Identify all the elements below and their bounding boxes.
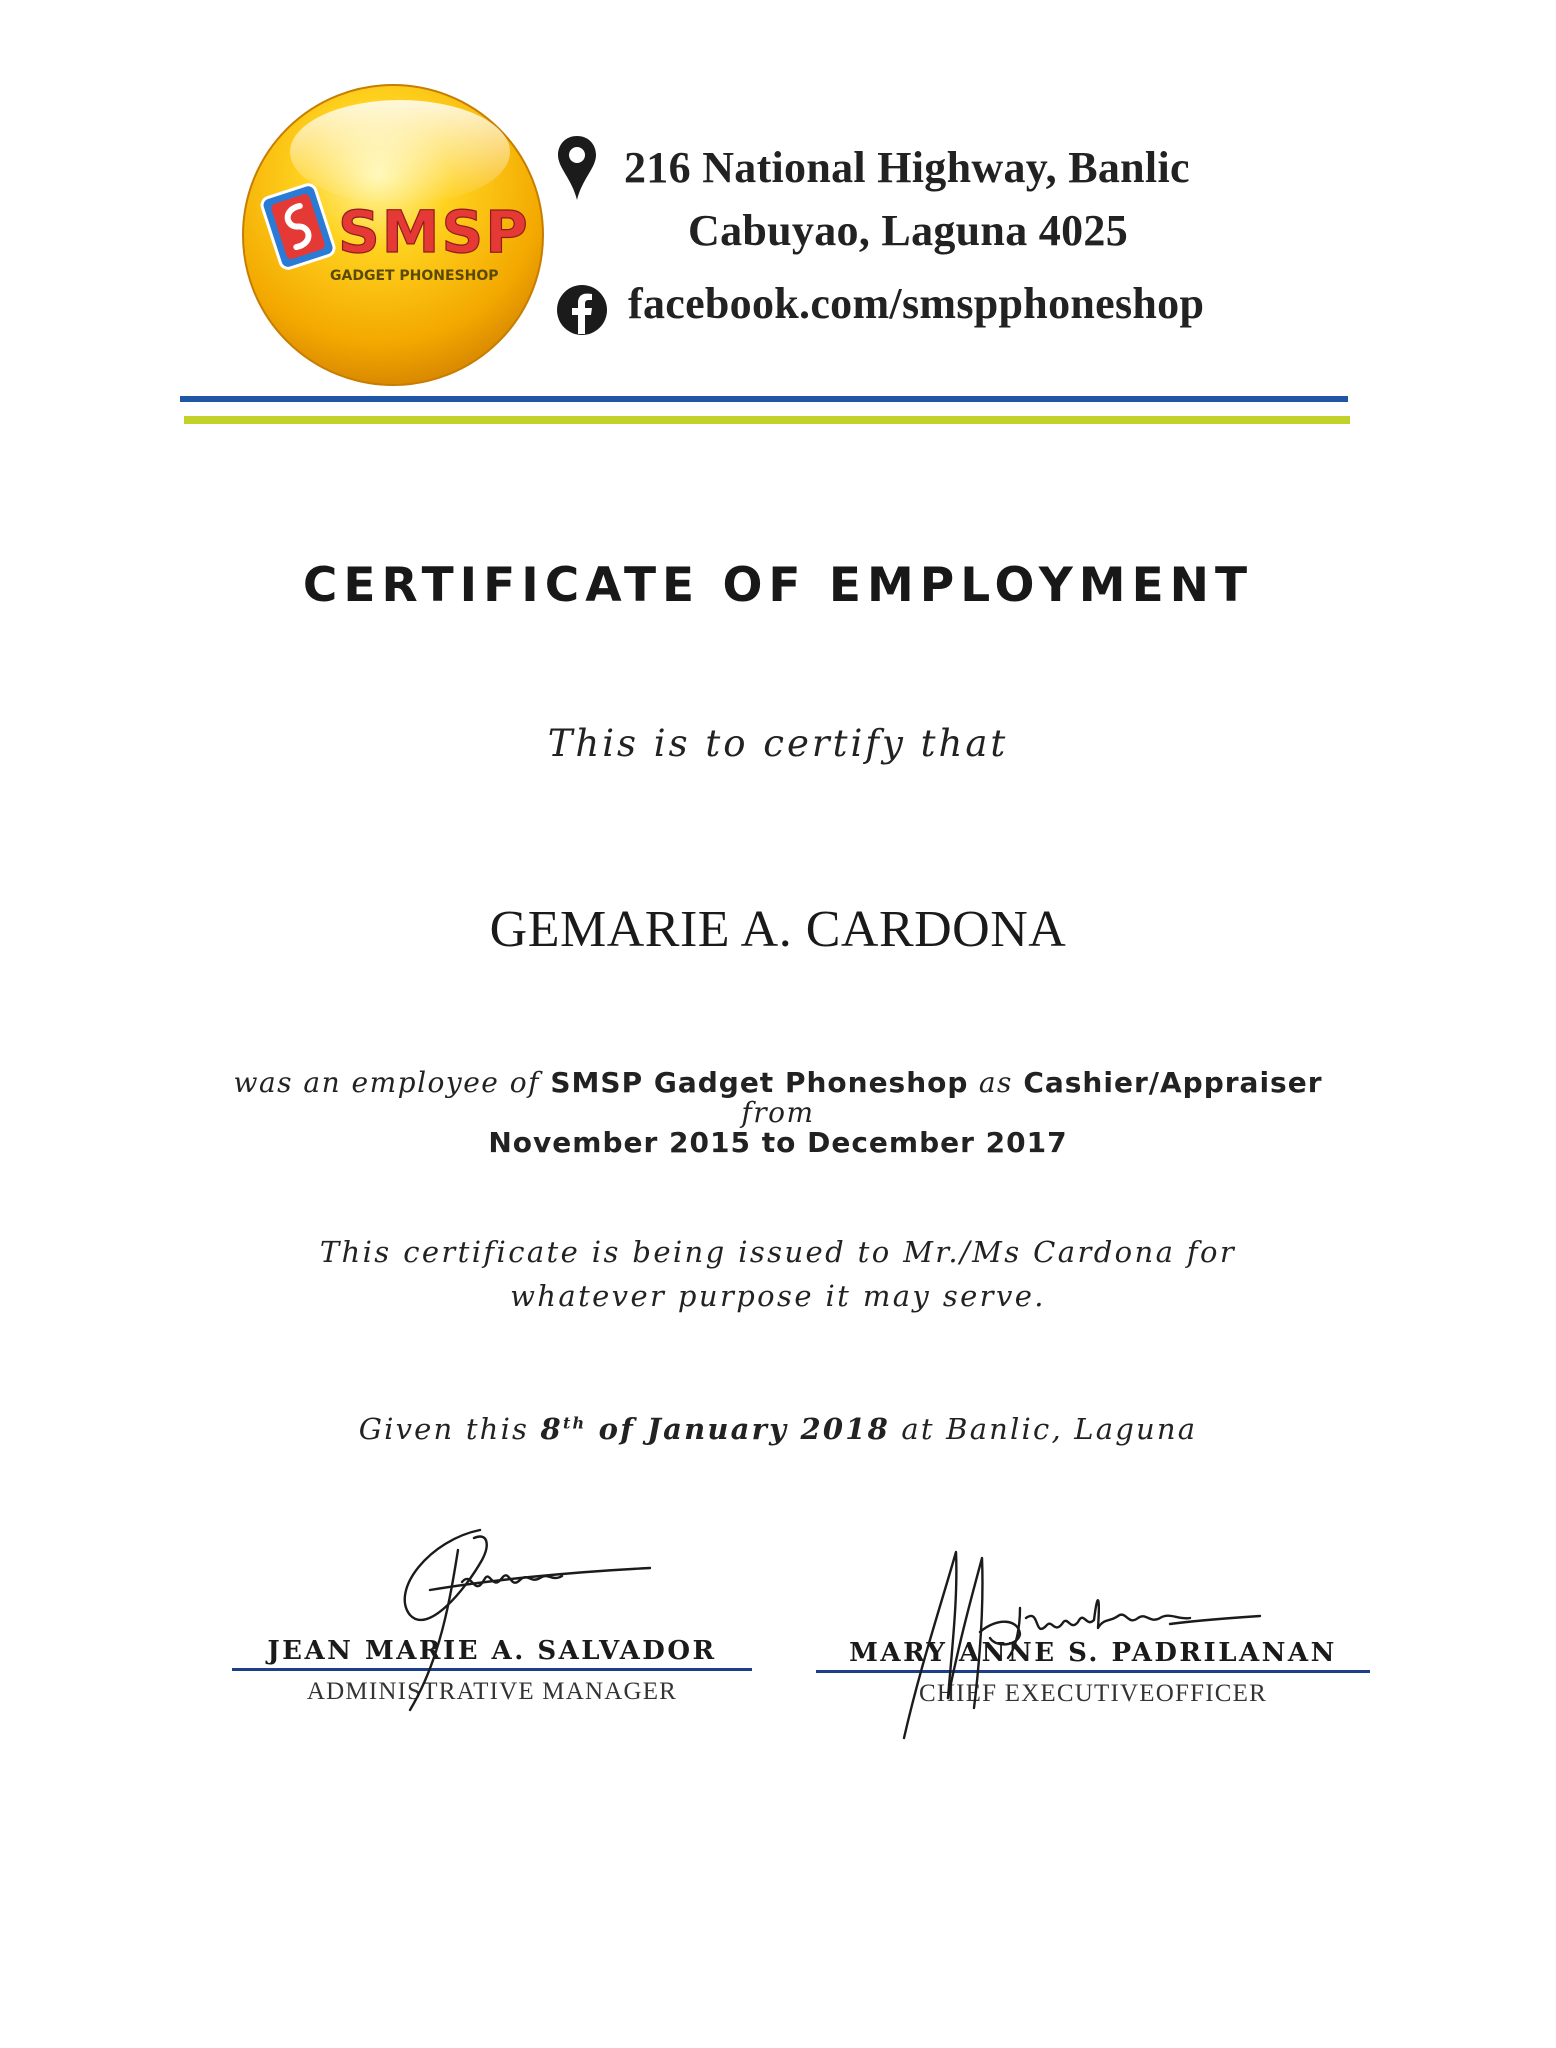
company-logo xyxy=(240,82,546,388)
signatory-1-title: ADMINISTRATIVE MANAGER xyxy=(306,1678,678,1705)
given-prefix: Given this xyxy=(358,1412,541,1446)
employment-period: November 2015 to December 2017 xyxy=(488,1126,1068,1159)
address-line-1: 216 National Highway, Banlic xyxy=(624,143,1190,192)
given-date-line xyxy=(0,1412,1556,1446)
employment-text-before: was an employee of xyxy=(233,1066,551,1099)
facebook-icon xyxy=(556,284,608,336)
address-line-2: Cabuyao, Laguna 4025 xyxy=(688,206,1129,255)
employment-text-from: from xyxy=(741,1096,815,1129)
given-place: at Banlic, Laguna xyxy=(890,1412,1198,1446)
facebook-link: facebook.com/smspphoneshop xyxy=(628,279,1205,328)
signatory-2-name: MARY ANNE S. PADRILANAN xyxy=(849,1638,1337,1668)
certify-intro: This is to certify that xyxy=(547,722,1009,765)
signatory-2-title: CHIEF EXECUTIVEOFFICER xyxy=(919,1680,1267,1707)
given-date: of January 2018 xyxy=(586,1412,890,1446)
location-pin-icon xyxy=(556,134,598,202)
certificate-title: CERTIFICATE OF EMPLOYMENT xyxy=(302,558,1254,613)
signatory-1-name: JEAN MARIE A. SALVADOR xyxy=(267,1636,717,1666)
logo-brand-text: SMSP xyxy=(338,198,530,266)
employment-text-as: as xyxy=(968,1066,1024,1099)
signature-2-handwriting xyxy=(900,1548,1280,1748)
header-rule-green xyxy=(184,416,1350,424)
purpose-statement: This certificate is being issued to Mr./Ms Cardona for whatever purpose it may serve. xyxy=(319,1235,1237,1313)
given-day: 8 xyxy=(540,1412,563,1446)
logo-tagline-text: GADGET PHONESHOP xyxy=(330,268,499,284)
given-ordinal: th xyxy=(562,1413,587,1433)
company-name: SMSP Gadget Phoneshop xyxy=(550,1066,969,1099)
employment-statement xyxy=(200,1068,1356,1158)
position-title: Cashier/Appraiser xyxy=(1023,1066,1323,1099)
header-rule-blue xyxy=(180,396,1348,402)
signature-1-handwriting xyxy=(370,1520,670,1720)
employee-name: GEMARIE A. CARDONA xyxy=(489,901,1067,958)
